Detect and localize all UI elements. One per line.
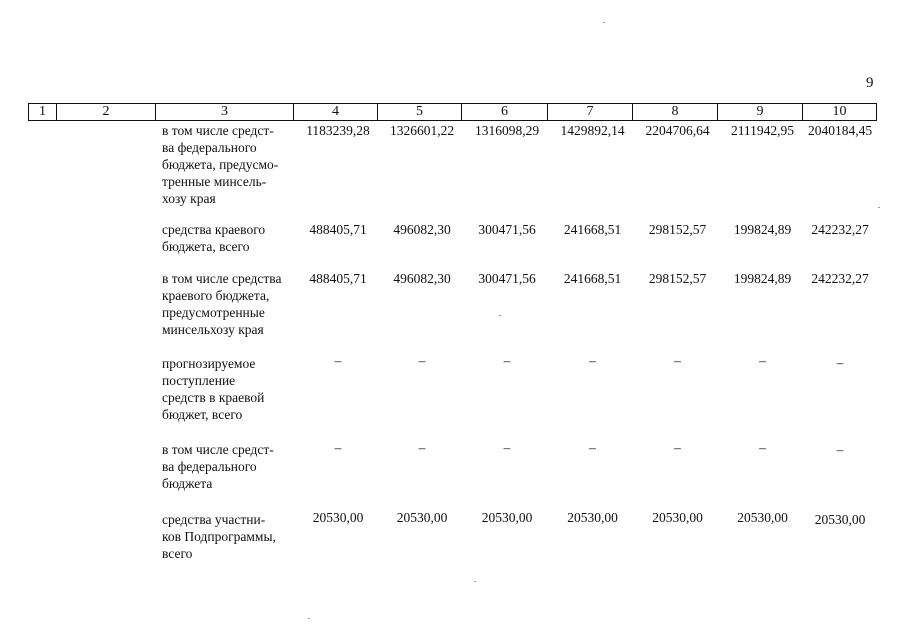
row-3-col-7: 241668,51 [563, 271, 622, 286]
row-label-line: всего [162, 546, 193, 561]
row-label-line: прогнозируемое [162, 356, 256, 371]
row-label-line: средств в краевой [162, 390, 265, 405]
header-col-2: 2 [56, 104, 155, 120]
row-label-6 [162, 511, 294, 562]
row-5-col-10: – [836, 442, 844, 457]
header-col-6: 6 [461, 104, 547, 120]
row-1-col-9: 2111942,95 [730, 123, 795, 138]
row-label-2 [162, 221, 294, 255]
row-label-line: в том числе средст- [162, 123, 274, 138]
scan-speck [474, 581, 476, 582]
row-4-col-9: – [759, 353, 766, 368]
row-2-col-7: 241668,51 [563, 222, 622, 237]
row-label-line: бюджета, всего [162, 239, 250, 254]
row-1-col-5: 1326601,22 [389, 123, 455, 138]
row-2-col-5: 496082,30 [393, 222, 451, 237]
header-col-9: 9 [717, 104, 802, 120]
row-6-col-5: 20530,00 [396, 510, 448, 525]
row-label-4 [162, 355, 294, 423]
row-label-3 [162, 270, 294, 338]
page-number: 9 [866, 75, 874, 91]
scan-speck [878, 207, 880, 208]
row-label-1 [162, 122, 294, 207]
row-2-col-8: 298152,57 [648, 222, 707, 237]
row-label-line: тренные минсель- [162, 174, 267, 189]
row-4-col-10: – [836, 355, 844, 370]
row-1-col-7: 1429892,14 [560, 123, 625, 138]
row-3-col-5: 496082,30 [393, 271, 451, 286]
row-4-col-6: – [503, 353, 511, 368]
row-4-col-7: – [589, 353, 596, 368]
row-5-col-9: – [759, 440, 766, 455]
header-col-5: 5 [377, 104, 461, 120]
row-5-col-8: – [674, 440, 681, 455]
row-label-line: бюджета, предусмо- [162, 157, 279, 172]
row-6-col-6: 20530,00 [481, 510, 533, 525]
row-label-line: хозу края [162, 191, 216, 206]
row-label-line: предусмотренные [162, 305, 265, 320]
header-col-3: 3 [155, 104, 293, 120]
row-1-col-6: 1316098,29 [474, 123, 540, 138]
row-3-col-6: 300471,56 [478, 271, 536, 286]
row-1-col-8: 2204706,64 [645, 123, 710, 138]
row-1-col-4: 1183239,28 [306, 123, 370, 138]
row-label-line: минсельхозу края [162, 322, 264, 337]
row-label-line: бюджета [162, 476, 213, 491]
row-6-col-9: 20530,00 [737, 510, 788, 525]
row-label-line: в том числе средст- [162, 442, 274, 457]
row-label-line: средства участни- [162, 512, 266, 527]
row-5-col-5: – [418, 440, 426, 455]
row-6-col-10: 20530,00 [814, 512, 866, 527]
scan-speck [308, 618, 310, 619]
row-label-line: в том числе средства [162, 271, 282, 286]
row-6-col-8: 20530,00 [652, 510, 703, 525]
row-5-col-6: – [503, 440, 511, 455]
row-5-col-4: – [334, 440, 342, 455]
row-4-col-5: – [418, 353, 426, 368]
row-2-col-6: 300471,56 [478, 222, 536, 237]
header-col-10: 10 [802, 104, 876, 120]
row-4-col-8: – [674, 353, 681, 368]
header-col-8: 8 [632, 104, 717, 120]
row-3-col-9: 199824,89 [733, 271, 792, 286]
row-label-line: краевого бюджета, [162, 288, 270, 303]
row-3-col-4: 488405,71 [309, 271, 367, 286]
row-6-col-4: 20530,00 [312, 510, 364, 525]
scan-speck [499, 315, 501, 316]
row-1-col-10: 2040184,45 [807, 123, 873, 138]
row-label-line: поступление [162, 373, 236, 388]
row-label-line: бюджет, всего [162, 407, 243, 422]
row-2-col-4: 488405,71 [309, 222, 367, 237]
row-label-line: ков Подпрограммы, [162, 529, 276, 544]
row-label-line: ва федерального [162, 140, 257, 155]
scan-speck [603, 22, 605, 23]
row-label-line: средства краевого [162, 222, 266, 237]
header-col-7: 7 [547, 104, 632, 120]
row-3-col-8: 298152,57 [648, 271, 707, 286]
table-header-row [28, 103, 877, 121]
row-label-line: ва федерального [162, 459, 257, 474]
row-6-col-7: 20530,00 [567, 510, 618, 525]
row-2-col-10: 242232,27 [811, 222, 869, 237]
row-3-col-10: 242232,27 [811, 271, 869, 286]
row-2-col-9: 199824,89 [733, 222, 792, 237]
row-label-5 [162, 441, 294, 492]
header-col-1: 1 [39, 104, 46, 119]
row-5-col-7: – [589, 440, 596, 455]
header-col-4: 4 [293, 104, 377, 120]
row-4-col-4: – [334, 353, 342, 368]
